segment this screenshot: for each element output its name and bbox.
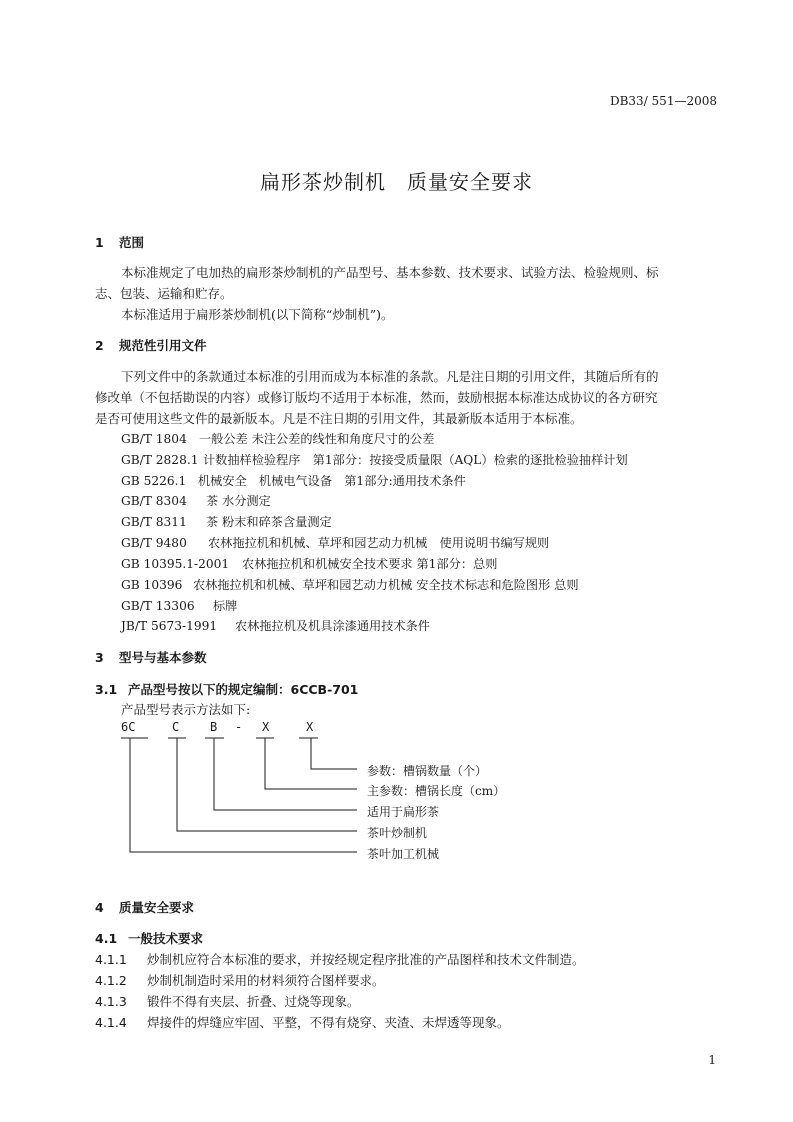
- paragraph-line: 修改单（不包括勘误的内容）或修订版均不适用于本标准，然而，鼓励根据本标准达成协议的各方研究: [95, 390, 658, 405]
- item-text: 焊接件的焊缝应牢固、平整，不得有烧穿、夹渣、未焊透等现象。: [147, 1015, 510, 1030]
- legend-series: 茶叶加工机械: [367, 847, 440, 861]
- item-text: 炒制机应符合本标准的要求，并按经规定程序批准的产品图样和技术文件制造。: [147, 952, 585, 967]
- subsection-number: 3.1: [95, 682, 118, 697]
- connector-type: [177, 738, 357, 831]
- paragraph-line: 产品型号表示方法如下:: [121, 702, 251, 717]
- model-part-dash: -: [235, 720, 243, 734]
- section-title: 型号与基本参数: [119, 650, 207, 665]
- item-text: 炒制机制造时采用的材料须符合图样要求。: [147, 973, 385, 988]
- requirement-item: [95, 1013, 510, 1031]
- section-number: 1: [95, 235, 104, 250]
- item-text: 锻件不得有夹层、折叠、过烧等现象。: [147, 994, 360, 1009]
- reference-title: 茶 粉末和碎茶含量测定: [206, 515, 332, 529]
- reference-code: GB/T 8304: [121, 494, 187, 508]
- reference-title: 计数抽样检验程序 第1部分：按接受质量限（AQL）检索的逐批检验抽样计划: [203, 453, 628, 467]
- section-title: 范围: [119, 235, 145, 250]
- legend-type: 茶叶炒制机: [367, 826, 428, 840]
- reference-code: GB 10395.1-2001: [121, 557, 230, 571]
- requirement-item: [95, 971, 385, 989]
- section-title: 规范性引用文件: [119, 338, 207, 353]
- paragraph-line: 下列文件中的条款通过本标准的引用而成为本标准的条款。凡是注日期的引用文件，其随后所有的: [121, 369, 659, 384]
- reference-code: GB 5226.1: [121, 474, 187, 488]
- requirement-item: [95, 992, 360, 1010]
- model-part-tea: B: [210, 720, 218, 734]
- reference-title: 一般公差 未注公差的线性和角度尺寸的公差: [199, 432, 435, 446]
- document-code: DB33/ 551—2008: [609, 94, 717, 108]
- legend-length: 主参数：槽锅长度（cm）: [367, 784, 506, 798]
- reference-code: GB/T 1804: [121, 432, 187, 446]
- paragraph-line: 是否可使用这些文件的最新版本。凡是不注日期的引用文件，其最新版本适用于本标准。: [95, 411, 583, 426]
- subsection-title: 产品型号按以下的规定编制：6CCB-701: [128, 682, 359, 697]
- paragraph-line: 本标准适用于扁形茶炒制机(以下简称“炒制机”)。: [121, 307, 394, 322]
- paragraph-line: 志、包装、运输和贮存。: [95, 286, 233, 301]
- connector-count: [311, 738, 357, 769]
- model-part-length: X: [262, 720, 270, 734]
- reference-code: GB 10396: [121, 578, 183, 592]
- reference-title: 农林拖拉机和机械、草坪和园艺动力机械 安全技术标志和危险图形 总则: [193, 578, 579, 592]
- reference-title: 茶 水分测定: [206, 494, 271, 508]
- connector-series: [130, 738, 357, 852]
- model-part-type: C: [172, 720, 180, 734]
- item-number: 4.1.2: [95, 973, 127, 988]
- legend-count: 参数：槽锅数量（个）: [367, 764, 488, 778]
- reference-title: 机械安全 机械电气设备 第1部分:通用技术条件: [198, 474, 466, 488]
- model-part-count: X: [306, 720, 314, 734]
- reference-title: 标牌: [213, 599, 238, 613]
- connector-tea: [214, 738, 357, 810]
- paragraph-line: 本标准规定了电加热的扁形茶炒制机的产品型号、基本参数、技术要求、试验方法、检验规则、标: [121, 265, 659, 280]
- reference-title: 农林拖拉机及机具涂漆通用技术条件: [235, 619, 430, 633]
- section-number: 2: [95, 338, 104, 353]
- document-title: 扁形茶炒制机 质量安全要求: [260, 170, 533, 194]
- item-number: 4.1.1: [95, 952, 127, 967]
- legend-tea: 适用于扁形茶: [367, 805, 440, 819]
- subsection-number: 4.1: [95, 931, 118, 946]
- section-number: 3: [95, 650, 104, 665]
- section-number: 4: [95, 900, 104, 915]
- section-4-heading: [95, 898, 194, 916]
- requirement-item: [95, 950, 585, 968]
- page-number: 1: [708, 1053, 716, 1067]
- reference-code: GB/T 2828.1: [121, 453, 199, 467]
- item-number: 4.1.3: [95, 994, 127, 1009]
- subsection-4-1-heading: [95, 929, 203, 947]
- reference-code: GB/T 9480: [121, 536, 187, 550]
- reference-code: GB/T 13306: [121, 599, 195, 613]
- item-number: 4.1.4: [95, 1015, 127, 1030]
- reference-title: 农林拖拉机和机械、草坪和园艺动力机械 使用说明书编写规则: [208, 536, 550, 550]
- reference-code: JB/T 5673-1991: [121, 619, 218, 633]
- subsection-title: 一般技术要求: [128, 931, 204, 946]
- section-title: 质量安全要求: [119, 900, 195, 915]
- reference-title: 农林拖拉机和机械安全技术要求 第1部分：总则: [242, 557, 498, 571]
- reference-code: GB/T 8311: [121, 515, 187, 529]
- model-part-series: 6C: [121, 720, 136, 734]
